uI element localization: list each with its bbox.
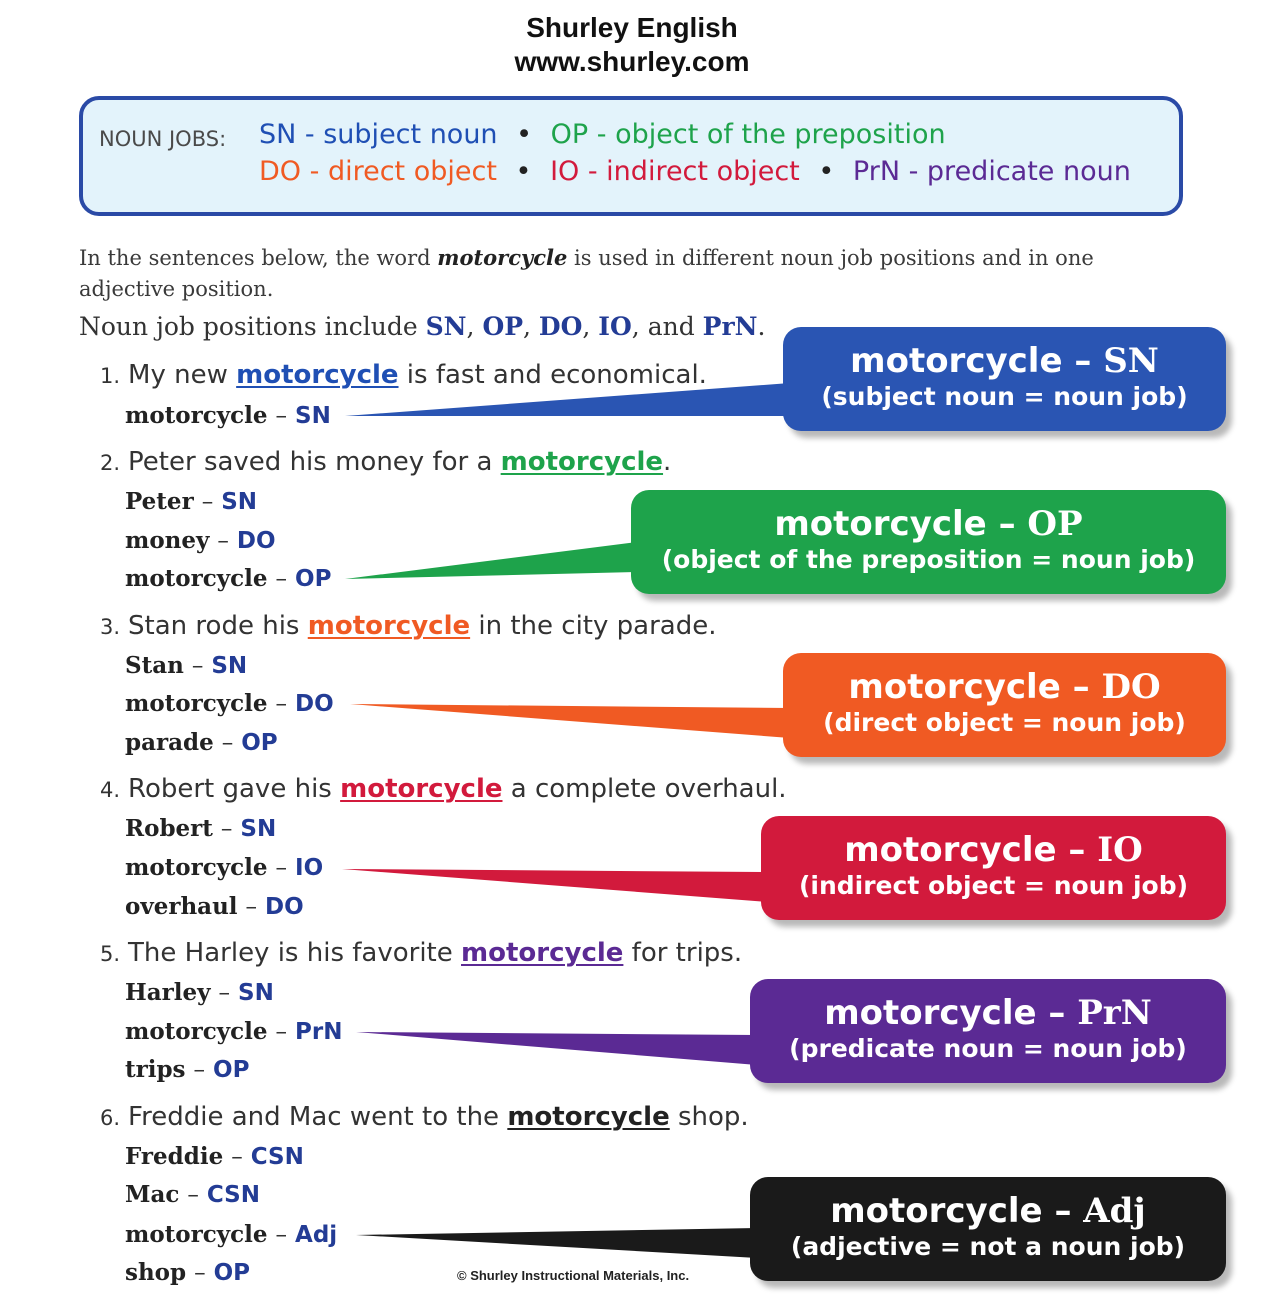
analysis-dash: – (221, 730, 234, 756)
sentence-text: Stan rode his (128, 611, 308, 641)
legend-item-io: IO - indirect object (550, 156, 800, 187)
callout-tail-do (350, 704, 790, 738)
analysis-dash: – (193, 1057, 206, 1083)
legend-separator: • (516, 119, 533, 150)
analysis-line (125, 565, 331, 592)
analysis-word: shop (125, 1259, 187, 1286)
sentence-text: Peter saved his money for a (128, 447, 501, 477)
callout-title (631, 490, 1226, 544)
analysis-word: trips (125, 1056, 186, 1083)
example-4-sentence (100, 774, 787, 804)
analysis-line (125, 729, 278, 756)
sentence-text: for trips. (623, 938, 743, 968)
intro-term: motorcycle (437, 245, 568, 270)
analysis-dash: – (187, 1182, 199, 1208)
keyword-motorcycle: motorcycle (500, 447, 664, 477)
callout-do (783, 653, 1226, 757)
site-url: www.shurley.com (514, 46, 750, 77)
analysis-label: CSN (250, 1144, 304, 1170)
analysis-label: OP (213, 1057, 250, 1083)
analysis-word: motorcycle (125, 1018, 268, 1045)
legend-separator: • (818, 156, 835, 187)
analysis-label: SN (238, 980, 274, 1006)
analysis-label: OP (241, 730, 278, 756)
callout-sn (783, 327, 1226, 431)
legend-label: NOUN JOBS: (99, 127, 227, 151)
example-number: 6. (100, 1106, 121, 1130)
example-1-sentence (100, 360, 707, 390)
example-3-sentence (100, 611, 716, 641)
analysis-dash: – (275, 1222, 288, 1248)
analysis-label: SN (295, 403, 331, 429)
analysis-dash: – (275, 691, 288, 717)
analysis-line (125, 1018, 342, 1045)
positions-comma: , (631, 312, 648, 341)
callout-op (631, 490, 1226, 594)
example-number: 4. (100, 778, 121, 802)
analysis-label: PrN (295, 1019, 343, 1045)
positions-and: and (647, 312, 703, 341)
legend-item-op: OP - object of the preposition (550, 119, 946, 150)
analysis-word: overhaul (125, 893, 238, 920)
analysis-dash: – (217, 528, 229, 554)
keyword-motorcycle: motorcycle (307, 611, 471, 641)
analysis-dash: – (275, 855, 288, 881)
analysis-label: Adj (295, 1222, 338, 1248)
callout-subtitle: (predicate noun = noun job) (789, 1034, 1187, 1063)
analysis-label: IO (295, 855, 324, 881)
analysis-word: parade (125, 729, 214, 756)
callout-title (750, 979, 1226, 1033)
analysis-word: motorcycle (125, 565, 268, 592)
positions-comma: , (582, 312, 599, 341)
sentence-text: shop. (669, 1102, 749, 1132)
analysis-line (125, 402, 331, 429)
sentence-text: in the city parade. (470, 611, 717, 641)
callout-title (783, 653, 1226, 707)
analysis-word: Harley (125, 979, 211, 1006)
analysis-word: Mac (125, 1181, 180, 1208)
analysis-label: DO (295, 691, 334, 717)
analysis-line (125, 979, 274, 1006)
analysis-word: Freddie (125, 1143, 224, 1170)
callout-dash: – (1072, 667, 1090, 707)
example-5-sentence (100, 938, 742, 968)
analysis-line (125, 1143, 304, 1170)
analysis-dash: – (218, 980, 230, 1006)
analysis-line (125, 690, 334, 717)
analysis-dash: – (201, 489, 214, 515)
keyword-motorcycle: motorcycle (340, 774, 503, 804)
analysis-line (125, 815, 276, 842)
callout-subtitle: (object of the preposition = noun job) (661, 545, 1196, 574)
analysis-line (125, 1221, 337, 1248)
keyword-motorcycle: motorcycle (461, 938, 624, 968)
callout-subtitle: (adjective = not a noun job) (790, 1232, 1186, 1261)
callout-word: motorcycle (848, 667, 1061, 707)
analysis-dash: – (245, 894, 258, 920)
callout-dash: – (1048, 993, 1066, 1033)
callout-subtitle: (indirect object = noun job) (798, 871, 1189, 900)
callout-tail-adj (356, 1228, 757, 1258)
intro-after: is used in different noun job positions and in one adjective position. (79, 246, 1094, 301)
analysis-dash: – (275, 403, 288, 429)
analysis-line (125, 1181, 260, 1208)
analysis-dash: – (191, 653, 204, 679)
analysis-label: DO (236, 528, 276, 554)
analysis-line (125, 488, 257, 515)
analysis-label: DO (265, 894, 304, 920)
positions-comma: , (466, 312, 483, 341)
copyright-notice: © Shurley Instructional Materials, Inc. (457, 1268, 690, 1283)
analysis-word: motorcycle (125, 690, 268, 717)
analysis-label: SN (221, 489, 258, 515)
analysis-word: Peter (125, 488, 194, 515)
callout-title (761, 816, 1226, 870)
callout-word: motorcycle (830, 1191, 1043, 1231)
callout-io (761, 816, 1226, 920)
sentence-text: The Harley is his favorite (128, 938, 462, 968)
analysis-word: money (125, 527, 210, 554)
positions-lead: Noun job positions include (79, 312, 426, 341)
analysis-line (125, 854, 323, 881)
sentence-text: . (663, 447, 672, 477)
analysis-line (125, 1056, 249, 1083)
callout-subtitle: (direct object = noun job) (823, 708, 1186, 737)
keyword-motorcycle: motorcycle (236, 360, 399, 390)
callout-word: motorcycle (844, 830, 1057, 870)
callout-subtitle: (subject noun = noun job) (821, 382, 1188, 411)
sentence-text: My new (128, 360, 237, 390)
example-number: 1. (100, 364, 121, 388)
analysis-line (125, 1259, 250, 1286)
callout-job: SN (1103, 341, 1159, 381)
callout-adj (750, 1177, 1226, 1281)
analysis-word: Robert (125, 815, 213, 842)
legend-separator: • (515, 156, 532, 187)
legend-item-do: DO - direct object (259, 156, 497, 187)
sentence-text: Robert gave his (128, 774, 341, 804)
example-2-sentence (100, 447, 671, 477)
callout-tail-io (342, 869, 768, 902)
callout-dash: – (1054, 1191, 1072, 1231)
callout-job: OP (1027, 504, 1083, 544)
analysis-word: motorcycle (125, 402, 268, 429)
intro-before: In the sentences below, the word (79, 246, 438, 270)
positions-abbr-op: OP (482, 312, 524, 341)
positions-abbr-do: DO (538, 312, 583, 341)
callout-job: Adj (1083, 1191, 1146, 1231)
callout-title (783, 327, 1226, 381)
analysis-dash: – (275, 1019, 288, 1045)
analysis-label: OP (213, 1260, 251, 1286)
analysis-label: OP (295, 566, 332, 592)
callout-word: motorcycle (824, 993, 1037, 1033)
analysis-word: motorcycle (125, 854, 268, 881)
example-number: 5. (100, 942, 121, 966)
callout-job: PrN (1077, 993, 1152, 1033)
callout-dash: – (998, 504, 1016, 544)
analysis-word: Stan (125, 652, 184, 679)
page-title: Shurley English (526, 12, 738, 43)
positions-end: . (757, 312, 766, 341)
analysis-dash: – (275, 566, 288, 592)
callout-job: IO (1097, 830, 1143, 870)
callout-dash: – (1068, 830, 1086, 870)
example-number: 3. (100, 615, 121, 639)
legend-item-prn: PrN - predicate noun (852, 156, 1131, 187)
callout-prn (750, 979, 1226, 1083)
analysis-line (125, 893, 304, 920)
sentence-text: a complete overhaul. (502, 774, 787, 804)
sentence-text: Freddie and Mac went to the (128, 1102, 508, 1132)
callout-dash: – (1074, 341, 1092, 381)
analysis-line (125, 527, 276, 554)
analysis-line (125, 652, 247, 679)
positions-comma: , (523, 312, 539, 341)
callout-title (750, 1177, 1226, 1231)
positions-abbr-sn: SN (425, 312, 467, 341)
legend-item-sn: SN - subject noun (259, 119, 498, 150)
keyword-motorcycle: motorcycle (507, 1102, 670, 1132)
callout-job: DO (1101, 667, 1161, 707)
analysis-label: CSN (206, 1182, 260, 1208)
example-6-sentence (100, 1102, 749, 1132)
callout-word: motorcycle (774, 504, 987, 544)
analysis-label: SN (211, 653, 248, 679)
positions-abbr-prn: PrN (702, 312, 758, 341)
callout-word: motorcycle (850, 341, 1063, 381)
analysis-word: motorcycle (125, 1221, 268, 1248)
analysis-dash: – (194, 1260, 206, 1286)
analysis-dash: – (220, 816, 233, 842)
callout-tail-prn (356, 1032, 757, 1065)
analysis-dash: – (231, 1144, 243, 1170)
sentence-text: is fast and economical. (398, 360, 707, 390)
positions-abbr-io: IO (598, 312, 632, 341)
analysis-label: SN (240, 816, 277, 842)
callout-tail-op (345, 542, 637, 579)
example-number: 2. (100, 451, 121, 475)
